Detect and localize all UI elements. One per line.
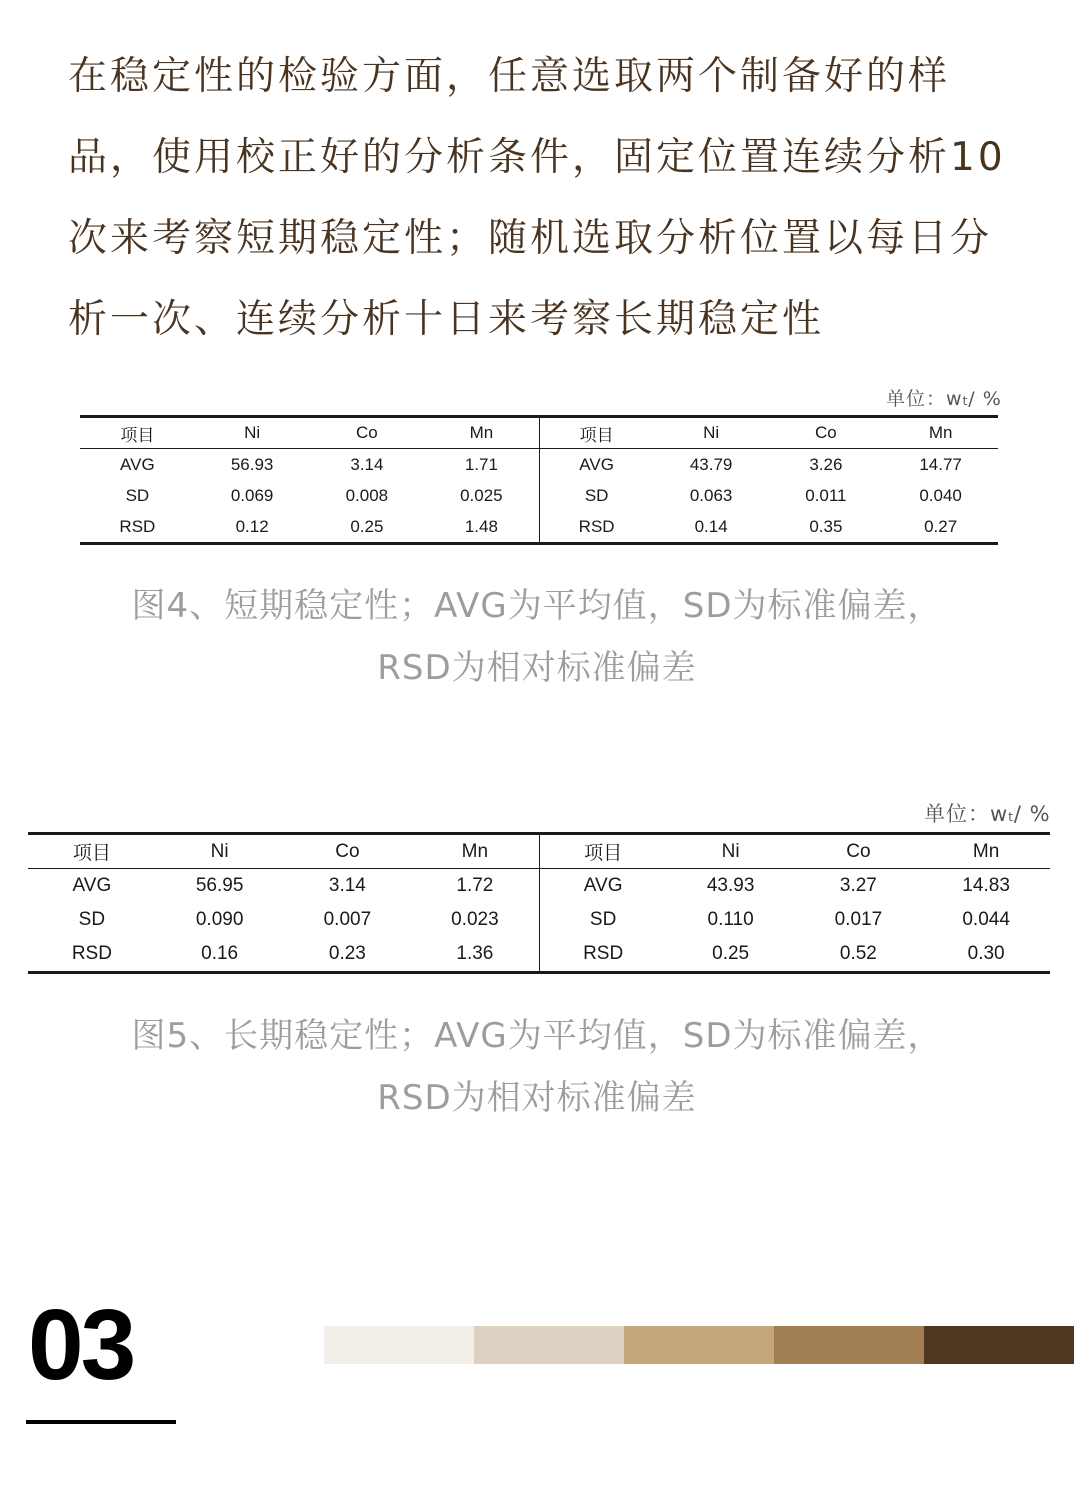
table-cell: 14.83	[962, 875, 1010, 896]
unit-suffix: / %	[1013, 802, 1051, 826]
header-cell: Mn	[972, 840, 1000, 862]
table-header-row	[28, 834, 1050, 869]
header-cell: 项目	[539, 417, 654, 449]
unit-symbol: w	[946, 388, 963, 410]
table-header-row	[80, 417, 998, 449]
table-cell: 56.93	[230, 454, 274, 474]
header-cell: Co	[356, 423, 378, 442]
table-cell: 0.025	[460, 485, 503, 505]
table-cell: 1.48	[464, 516, 498, 536]
palette-swatch	[324, 1326, 474, 1364]
header-cell: Ni	[721, 840, 740, 862]
header-cell: Ni	[703, 423, 720, 442]
header-cell: Mn	[461, 840, 489, 862]
table-cell: AVG	[72, 875, 112, 896]
header-cell: 项目	[72, 843, 111, 864]
table-cell: 1.72	[456, 875, 494, 896]
long-term-stability-table	[28, 832, 1050, 974]
table-cell: 0.25	[350, 516, 384, 536]
table-cell: 0.16	[201, 943, 239, 964]
caption-line: RSD为相对标准偏差	[377, 648, 697, 688]
intro-paragraph: 在稳定性的检验方面，任意选取两个制备好的样品，使用校正好的分析条件，固定位置连续分析10次来考察短期稳定性；随机选取分析位置以每日分析一次、连续分析十日来考察长期稳定性	[68, 54, 1006, 342]
short-term-stability-table	[80, 415, 998, 545]
table-row	[80, 480, 998, 511]
figure5-caption	[40, 1005, 1034, 1129]
table5-unit-label	[924, 798, 1051, 828]
color-palette-bar	[324, 1326, 1074, 1364]
table-row	[28, 869, 1050, 904]
table-cell: SD	[539, 480, 654, 511]
table-cell: 3.26	[809, 454, 843, 474]
caption-line: 图5、长期稳定性；AVG为平均值，SD为标准偏差，	[131, 1016, 943, 1056]
table-cell: 0.52	[839, 943, 877, 964]
caption-line: 图4、短期稳定性；AVG为平均值，SD为标准偏差，	[131, 586, 943, 626]
section-number: 03	[28, 1289, 134, 1401]
header-cell: Ni	[210, 840, 229, 862]
table-cell: AVG	[539, 869, 667, 904]
table-cell: 0.069	[230, 485, 274, 505]
table-cell: 0.044	[962, 909, 1010, 930]
table-cell: 0.35	[809, 516, 843, 536]
palette-swatch	[624, 1326, 774, 1364]
table-cell: 0.011	[805, 485, 847, 505]
header-cell: Co	[846, 840, 871, 862]
unit-subscript: t	[962, 394, 969, 408]
table-cell: 1.71	[464, 454, 498, 474]
palette-swatch	[924, 1326, 1074, 1364]
table-cell: 14.77	[919, 454, 962, 474]
caption-line: RSD为相对标准偏差	[377, 1078, 697, 1118]
table-cell: 3.14	[328, 875, 366, 896]
table-cell: 0.007	[323, 909, 372, 930]
unit-symbol: w	[990, 802, 1009, 826]
header-cell: Ni	[244, 423, 261, 442]
figure4-caption	[40, 575, 1034, 699]
table-cell: 0.25	[712, 943, 750, 964]
table-cell: RSD	[119, 516, 156, 536]
table-row	[80, 511, 998, 544]
table4-unit-label	[886, 384, 1002, 411]
table-cell: RSD	[539, 511, 654, 544]
table-cell: 0.27	[924, 516, 958, 536]
header-cell: Co	[335, 840, 360, 862]
table-cell: 0.063	[689, 485, 733, 505]
table-cell: AVG	[539, 449, 654, 481]
table-cell: RSD	[539, 937, 667, 973]
unit-subscript: t	[1008, 810, 1014, 824]
table-cell: 0.017	[834, 909, 883, 930]
table-cell: AVG	[120, 454, 155, 474]
table-cell: 0.14	[694, 516, 728, 536]
table-cell: 3.27	[839, 875, 877, 896]
table-row	[28, 937, 1050, 973]
table-row	[28, 903, 1050, 937]
header-cell: Mn	[928, 423, 953, 442]
section-underline	[26, 1420, 176, 1424]
header-cell: Mn	[469, 423, 494, 442]
table-cell: 0.23	[328, 943, 366, 964]
table-cell: 1.36	[456, 943, 494, 964]
palette-swatch	[474, 1326, 624, 1364]
table-cell: 43.79	[689, 454, 733, 474]
header-cell: 项目	[539, 834, 667, 869]
table-cell: 0.040	[919, 485, 962, 505]
table-cell: 0.023	[451, 909, 499, 930]
table-cell: 0.110	[707, 909, 754, 930]
table-cell: 3.14	[350, 454, 384, 474]
table-cell: SD	[539, 903, 667, 937]
table-cell: 56.95	[195, 875, 244, 896]
header-cell: 项目	[120, 425, 155, 445]
unit-suffix: / %	[968, 388, 1002, 410]
table-cell: 0.30	[967, 943, 1005, 964]
table-row	[80, 449, 998, 481]
palette-swatch	[774, 1326, 924, 1364]
table-cell: SD	[125, 485, 150, 505]
table-cell: 0.12	[235, 516, 269, 536]
table-cell: 0.090	[195, 909, 244, 930]
unit-label-text: 单位：	[924, 802, 990, 826]
table-cell: RSD	[71, 943, 112, 964]
table-cell: 43.93	[706, 875, 755, 896]
table-cell: 0.008	[345, 485, 389, 505]
unit-label-text: 单位：	[886, 388, 947, 410]
table-cell: SD	[78, 909, 106, 930]
header-cell: Co	[815, 423, 837, 442]
